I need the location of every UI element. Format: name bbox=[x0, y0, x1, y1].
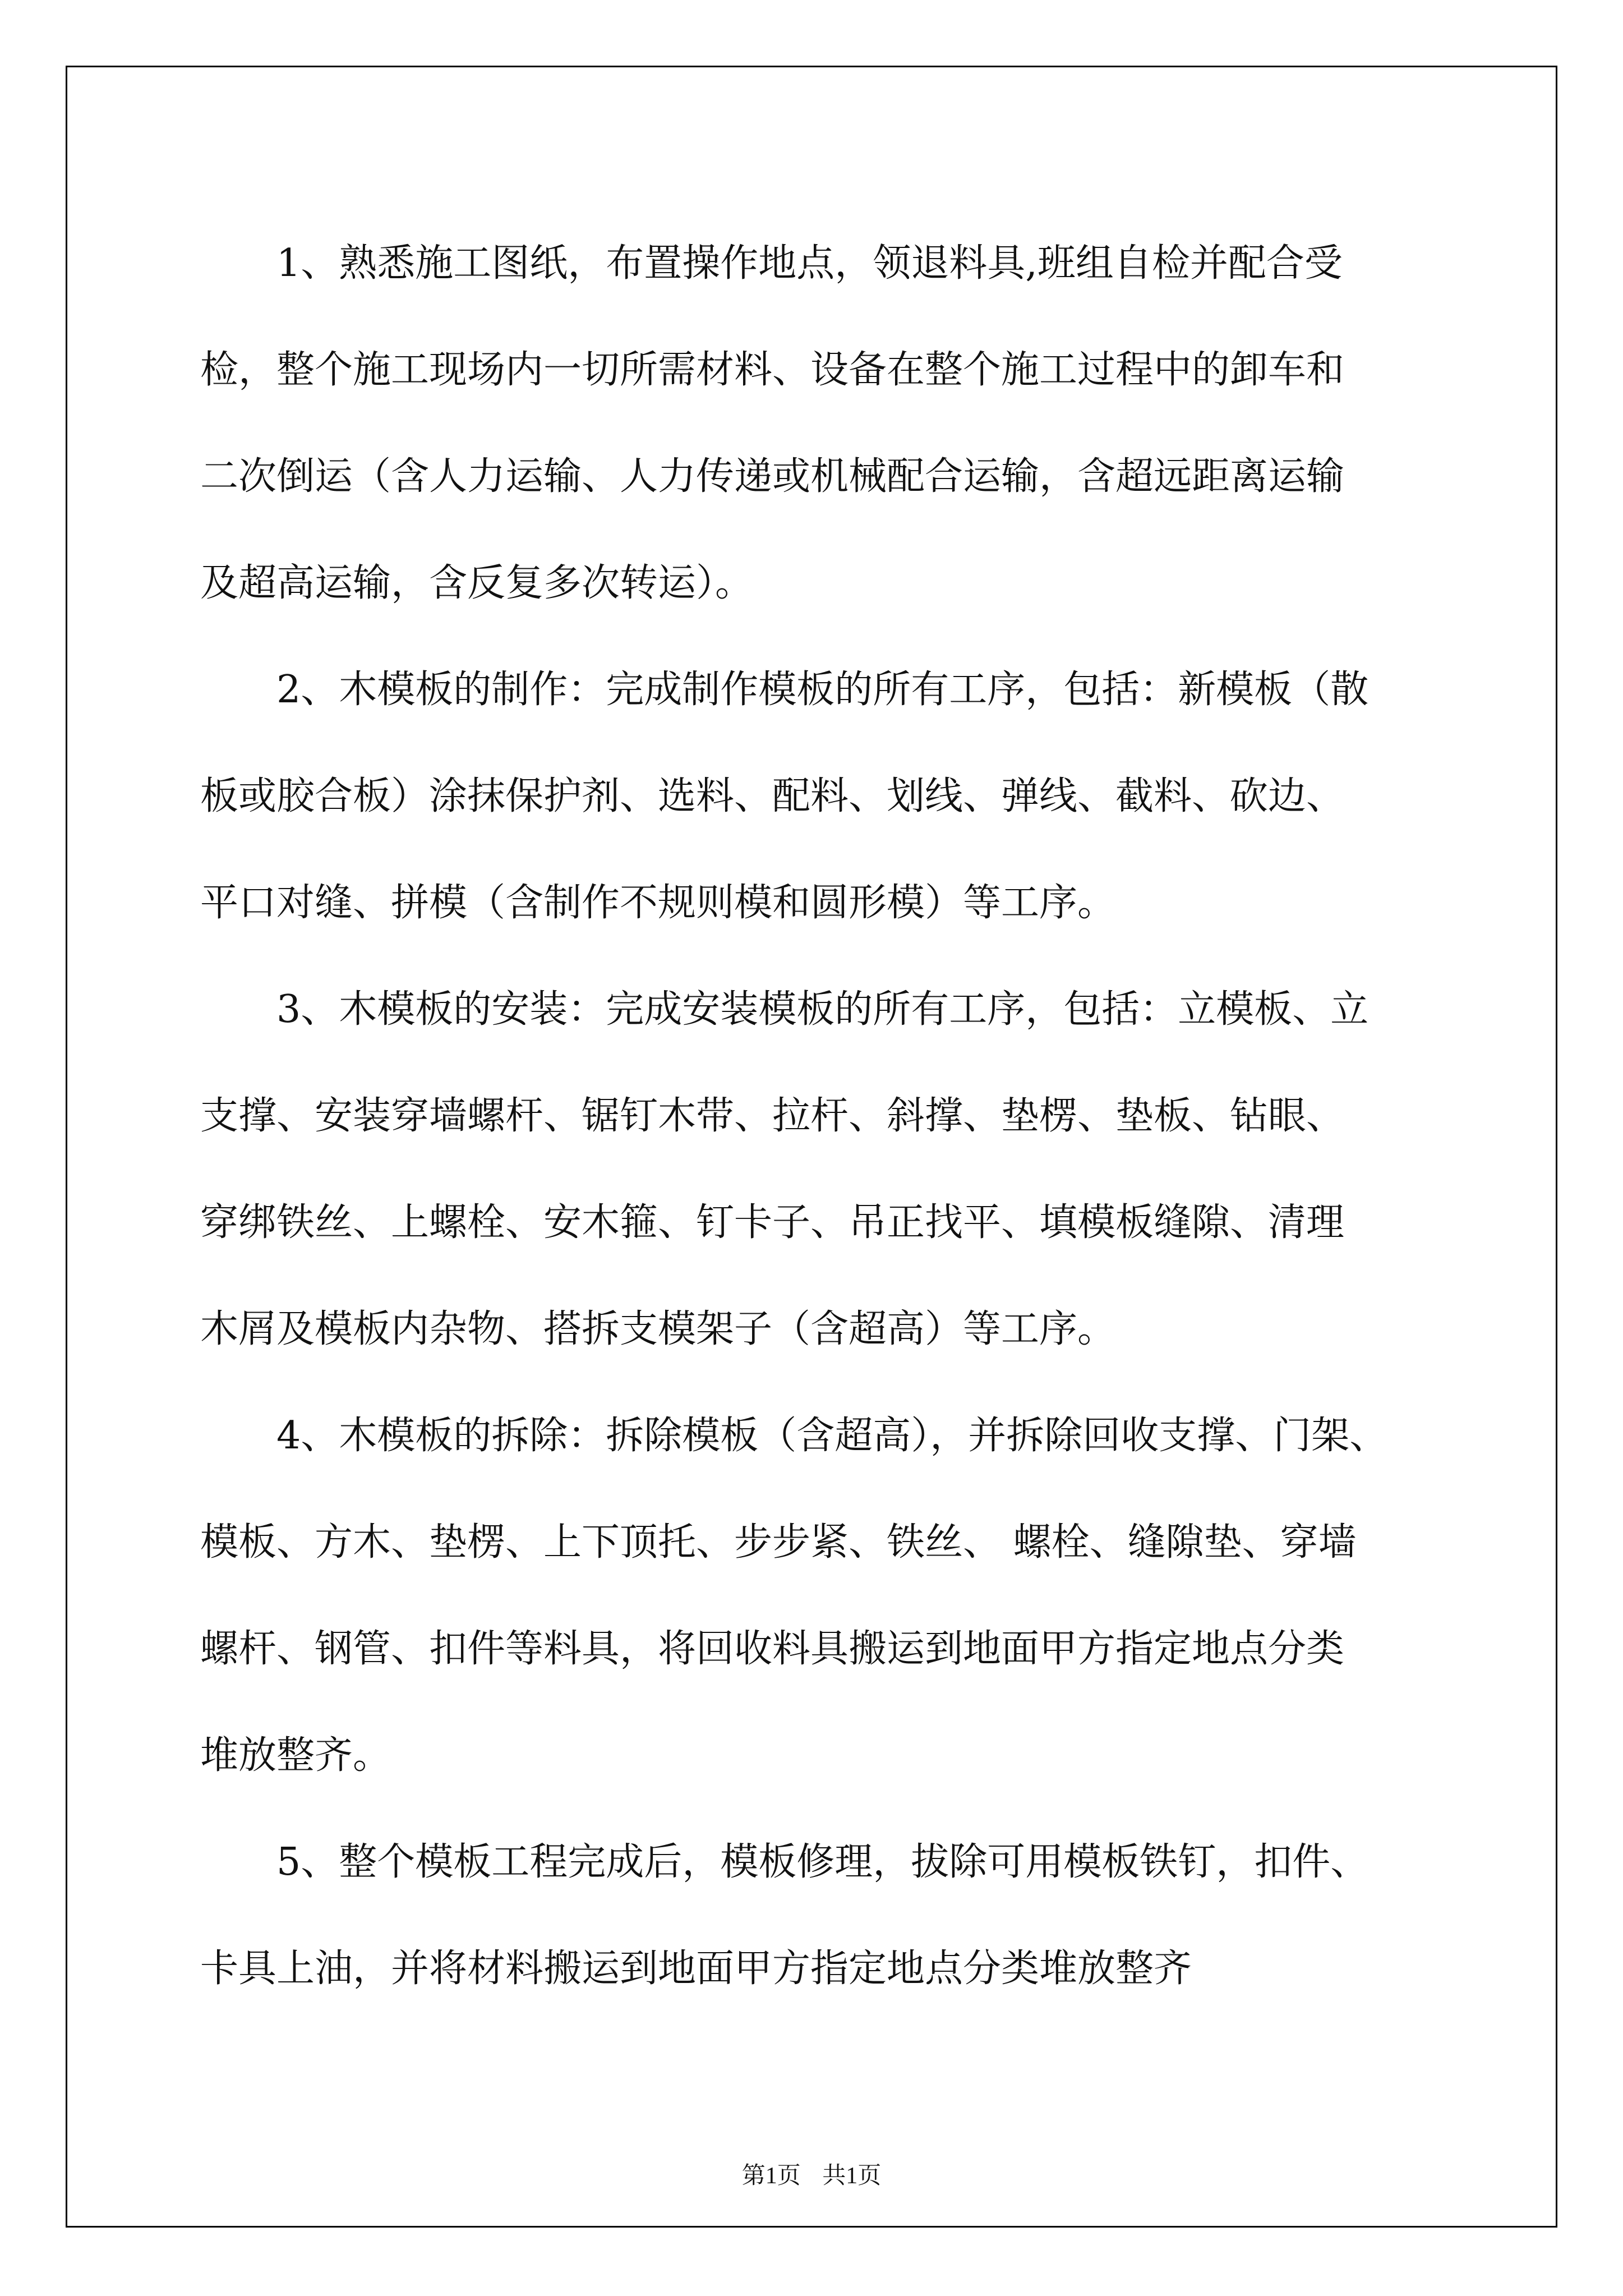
paragraph-line: 平口对缝、拼模（含制作不规则模和圆形模）等工序。 bbox=[200, 881, 1116, 925]
paragraph-line: 1、熟悉施工图纸，布置操作地点，领退料具,班组自检并配合受 bbox=[276, 241, 1343, 286]
paragraph-line: 二次倒运（含人力运输、人力传递或机械配合运输，含超远距离运输 bbox=[200, 454, 1345, 499]
paragraph-line: 木屑及模板内杂物、搭拆支模架子（含超高）等工序。 bbox=[200, 1307, 1116, 1351]
paragraph-line: 模板、方木、垫楞、上下顶托、步步紧、铁丝、 螺栓、缝隙垫、穿墙 bbox=[200, 1520, 1357, 1565]
paragraph-1 bbox=[200, 210, 1465, 637]
paragraph-line: 检，整个施工现场内一切所需材料、设备在整个施工过程中的卸车和 bbox=[200, 348, 1345, 392]
paragraph-line: 及超高运输，含反复多次转运）。 bbox=[200, 561, 754, 605]
paragraph-line: 5、整个模板工程完成后，模板修理，拔除可用模板铁钉，扣件、 bbox=[276, 1840, 1369, 1884]
paragraph-line: 2、木模板的制作：完成制作模板的所有工序，包括：新模板（散 bbox=[276, 668, 1369, 712]
paragraph-line: 卡具上油，并将材料搬运到地面甲方指定地点分类堆放整齐 bbox=[200, 1947, 1192, 1991]
paragraph-5 bbox=[200, 1809, 1465, 2022]
page-footer bbox=[0, 2157, 1623, 2191]
paragraph-line: 穿绑铁丝、上螺栓、安木箍、钉卡子、吊正找平、填模板缝隙、清理 bbox=[200, 1200, 1345, 1245]
paragraph-line: 3、木模板的安装：完成安装模板的所有工序，包括：立模板、立 bbox=[276, 987, 1369, 1032]
page-total: 共1页 bbox=[822, 2163, 882, 2189]
page-number: 第1页 bbox=[741, 2163, 801, 2189]
paragraph-line: 螺杆、钢管、扣件等料具，将回收料具搬运到地面甲方指定地点分类 bbox=[200, 1627, 1345, 1671]
paragraph-line: 支撑、安装穿墙螺杆、锯钉木带、拉杆、斜撑、垫楞、垫板、钻眼、 bbox=[200, 1094, 1345, 1138]
paragraph-line: 板或胶合板）涂抹保护剂、选料、配料、划线、弹线、截料、砍边、 bbox=[200, 774, 1345, 818]
document-body bbox=[200, 210, 1465, 2022]
paragraph-4 bbox=[200, 1383, 1465, 1809]
paragraph-line: 4、木模板的拆除：拆除模板（含超高），并拆除回收支撑、门架、 bbox=[276, 1414, 1388, 1458]
paragraph-line: 堆放整齐。 bbox=[200, 1733, 391, 1778]
paragraph-2 bbox=[200, 637, 1465, 956]
paragraph-3 bbox=[200, 956, 1465, 1383]
